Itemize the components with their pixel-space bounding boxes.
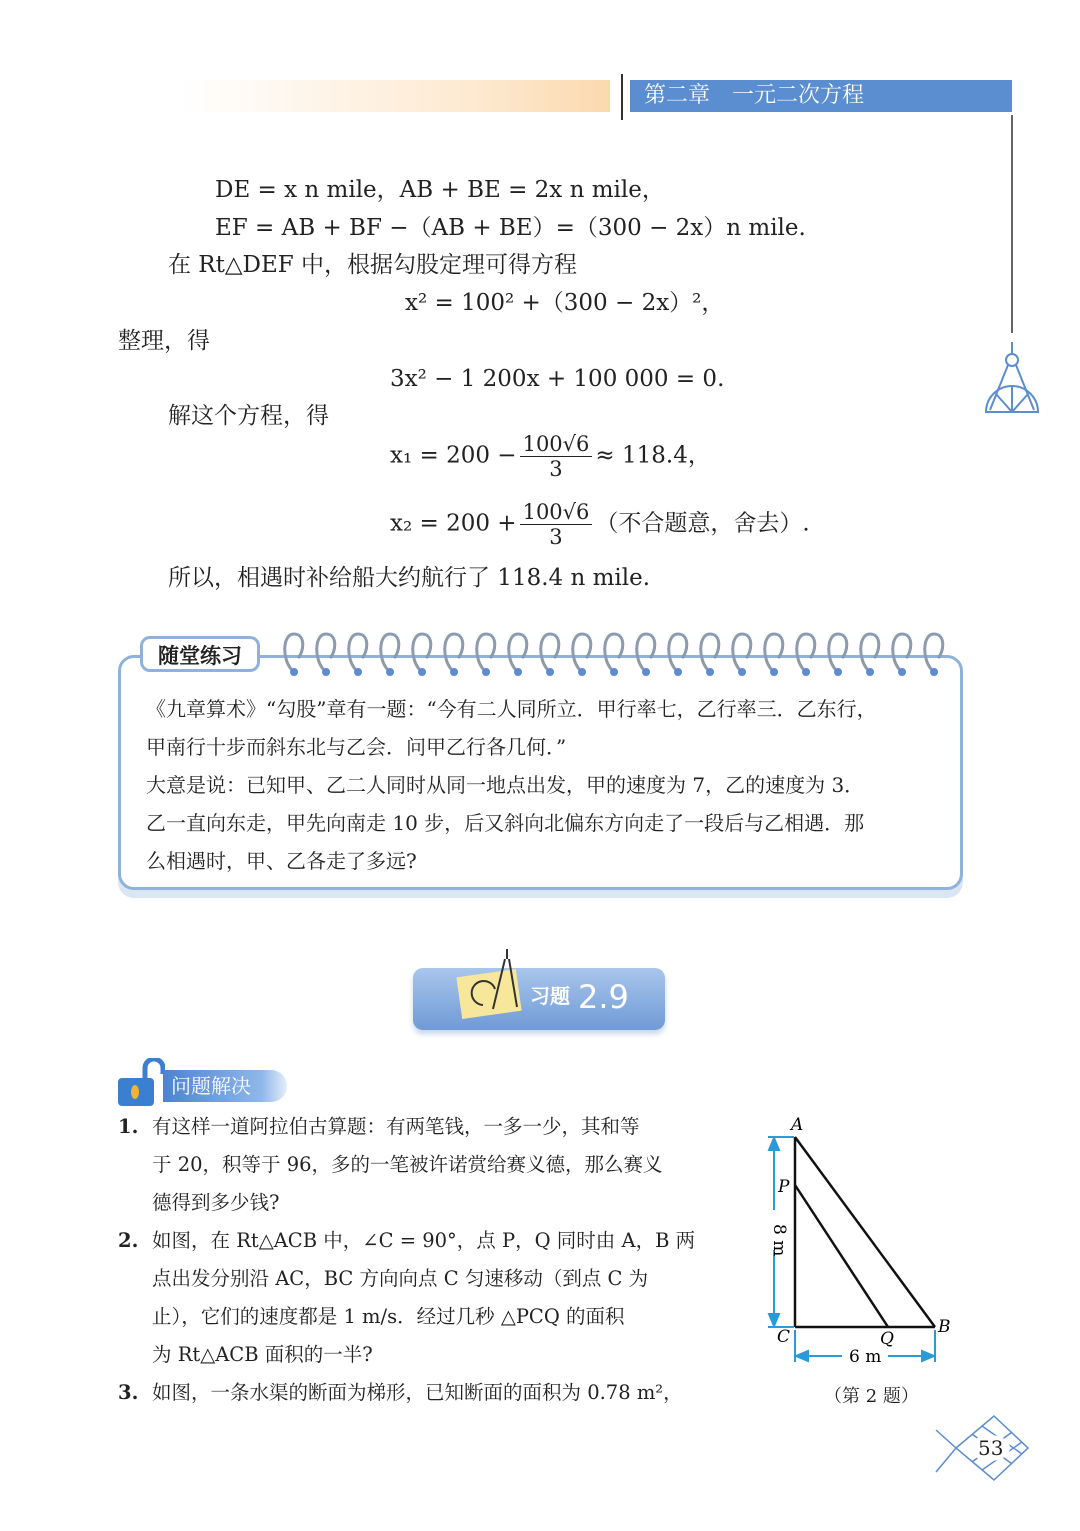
text-line: 在 Rt△DEF 中，根据勾股定理可得方程 bbox=[168, 252, 578, 278]
spiral-ring bbox=[381, 634, 399, 670]
x2-lhs: x₂ = 200 + bbox=[390, 510, 517, 537]
spiral-hole bbox=[578, 668, 586, 676]
numerator: 100√6 bbox=[520, 432, 593, 457]
problem-line: 德得到多少钱? bbox=[152, 1191, 280, 1214]
spiral-hole bbox=[674, 668, 682, 676]
text-line: 整理，得 bbox=[118, 328, 210, 354]
triangle-figure bbox=[760, 1110, 960, 1370]
label-b: B bbox=[938, 1317, 951, 1337]
problem-line: 有这样一道阿拉伯古算题：有两笔钱，一多一少，其和等 bbox=[152, 1115, 640, 1138]
spiral-ring bbox=[477, 634, 495, 670]
practice-title: 随堂练习 bbox=[140, 636, 260, 672]
problem-line: 点出发分别沿 AC，BC 方向向点 C 匀速移动（到点 C 为 bbox=[152, 1267, 649, 1290]
height-label: 8 m bbox=[769, 1224, 789, 1257]
spiral-hole bbox=[834, 668, 842, 676]
page-number: 53 bbox=[978, 1436, 1004, 1460]
problem-line: 如图，一条水渠的断面为梯形，已知断面的面积为 0.78 m²， bbox=[152, 1381, 683, 1404]
exercise-label: 习题 bbox=[530, 984, 570, 1008]
spiral-hole bbox=[386, 668, 394, 676]
spiral-hole bbox=[610, 668, 618, 676]
spiral-hole bbox=[546, 668, 554, 676]
problem-item bbox=[118, 1108, 718, 1146]
problem-item bbox=[118, 1374, 718, 1412]
problem-item bbox=[118, 1222, 718, 1260]
problem-number: 3. bbox=[118, 1381, 139, 1404]
numerator: 100√6 bbox=[520, 500, 593, 525]
practice-line: 甲南行十步而斜东北与乙会．问甲乙行各几何．” bbox=[146, 735, 567, 759]
spiral-hole bbox=[290, 668, 298, 676]
spiral-ring bbox=[829, 634, 847, 670]
compass-note-icon bbox=[455, 945, 525, 1025]
spiral-hole bbox=[706, 668, 714, 676]
solution-x2 bbox=[390, 500, 810, 549]
x1-lhs: x₁ = 200 − bbox=[390, 442, 517, 469]
header-decoration bbox=[180, 80, 610, 112]
spiral-binding-icon bbox=[280, 630, 950, 680]
conclusion-line: 所以，相遇时补给船大约航行了 118.4 n mile. bbox=[168, 565, 651, 591]
x1-rhs: ≈ 118.4， bbox=[595, 442, 711, 469]
practice-line: 乙一直向东走，甲先向南走 10 步，后又斜向北偏东方向走了一段后与乙相遇．那 bbox=[146, 811, 865, 835]
spiral-ring bbox=[797, 634, 815, 670]
problem-line: 如图，在 Rt△ACB 中，∠C = 90°，点 P，Q 同时由 A，B 两 bbox=[152, 1229, 696, 1252]
spiral-ring bbox=[765, 634, 783, 670]
spiral-ring bbox=[733, 634, 751, 670]
spiral-hole bbox=[802, 668, 810, 676]
text-line: 解这个方程，得 bbox=[168, 403, 329, 429]
problem-number: 2. bbox=[118, 1229, 139, 1252]
solution-x1 bbox=[390, 432, 711, 481]
spiral-hole bbox=[738, 668, 746, 676]
spiral-hole bbox=[482, 668, 490, 676]
spiral-ring bbox=[669, 634, 687, 670]
spiral-hole bbox=[642, 668, 650, 676]
spiral-ring bbox=[285, 634, 303, 670]
spiral-ring bbox=[541, 634, 559, 670]
fraction bbox=[520, 432, 593, 481]
practice-line: 么相遇时，甲、乙各走了多远? bbox=[146, 849, 417, 873]
spiral-ring bbox=[413, 634, 431, 670]
label-p: P bbox=[778, 1177, 790, 1197]
spiral-ring bbox=[605, 634, 623, 670]
practice-text bbox=[146, 690, 946, 880]
spiral-ring bbox=[893, 634, 911, 670]
problem-line: 于 20，积等于 96，多的一笔被许诺赏给赛义德，那么赛义 bbox=[152, 1153, 663, 1176]
chapter-title: 第二章 一元二次方程 bbox=[630, 80, 1012, 112]
triangle-lines bbox=[795, 1137, 935, 1327]
equation-line: DE = x n mile，AB + BE = 2x n mile， bbox=[215, 177, 665, 203]
label-c: C bbox=[777, 1327, 791, 1347]
practice-line: 《九章算术》“勾股”章有一题：“今有二人同所立．甲行率七，乙行率三．乙东行， bbox=[146, 697, 877, 721]
spiral-ring bbox=[701, 634, 719, 670]
width-label: 6 m bbox=[849, 1347, 882, 1367]
spiral-hole bbox=[898, 668, 906, 676]
spiral-hole bbox=[514, 668, 522, 676]
spiral-ring bbox=[509, 634, 527, 670]
unlocked-padlock-icon bbox=[115, 1058, 165, 1108]
label-q: Q bbox=[880, 1329, 894, 1349]
spiral-hole bbox=[322, 668, 330, 676]
spiral-ring bbox=[573, 634, 591, 670]
problem-number: 1. bbox=[118, 1115, 139, 1138]
compass-protractor-icon bbox=[982, 340, 1042, 418]
x2-rhs: （不合题意，舍去）. bbox=[595, 510, 810, 537]
equation-line: EF = AB + BF −（AB + BE）=（300 − 2x）n mile. bbox=[215, 215, 806, 241]
spiral-hole bbox=[770, 668, 778, 676]
equation-line: x² = 100² +（300 − 2x）²， bbox=[405, 290, 725, 316]
spiral-ring bbox=[861, 634, 879, 670]
spiral-ring bbox=[349, 634, 367, 670]
figure-caption: （第 2 题） bbox=[824, 1386, 919, 1407]
problem-line: 为 Rt△ACB 面积的一半? bbox=[152, 1343, 373, 1366]
denominator: 3 bbox=[549, 457, 563, 481]
spiral-hole bbox=[930, 668, 938, 676]
spiral-ring bbox=[637, 634, 655, 670]
spiral-ring bbox=[317, 634, 335, 670]
equation-line: 3x² − 1 200x + 100 000 = 0. bbox=[390, 366, 725, 392]
denominator: 3 bbox=[549, 525, 563, 549]
fraction bbox=[520, 500, 593, 549]
spiral-ring bbox=[925, 634, 943, 670]
exercise-number: 2.9 bbox=[578, 978, 629, 1016]
problem-solving-tag: 问题解决 bbox=[163, 1070, 287, 1102]
spiral-hole bbox=[418, 668, 426, 676]
problem-line: 止），它们的速度都是 1 m/s．经过几秒 △PCQ 的面积 bbox=[152, 1305, 625, 1328]
spiral-hole bbox=[354, 668, 362, 676]
label-a: A bbox=[791, 1115, 804, 1135]
margin-line bbox=[1011, 115, 1013, 333]
spiral-hole bbox=[450, 668, 458, 676]
header-divider bbox=[621, 74, 623, 120]
practice-line: 大意是说：已知甲、乙二人同时从同一地点出发，甲的速度为 7，乙的速度为 3． bbox=[146, 773, 865, 797]
problem-list bbox=[118, 1108, 718, 1412]
spiral-hole bbox=[866, 668, 874, 676]
spiral-ring bbox=[445, 634, 463, 670]
